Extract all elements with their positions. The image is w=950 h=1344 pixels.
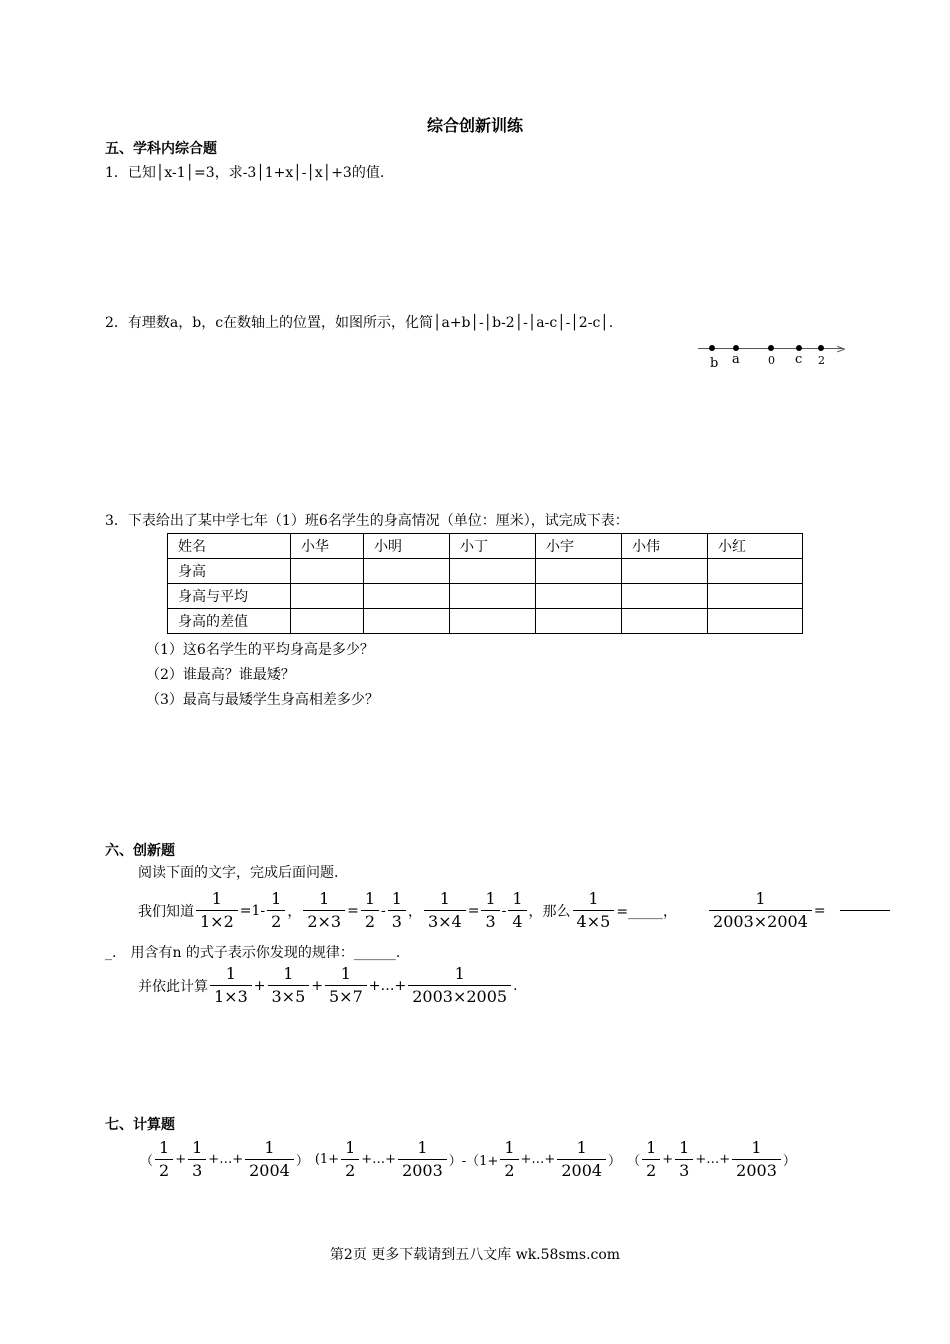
fraction: $\frac{1}{2003}$ bbox=[398, 1137, 447, 1182]
table-cell[interactable] bbox=[364, 559, 450, 584]
fraction: $\frac{1}{2\times 3}$ bbox=[303, 888, 345, 933]
point-0 bbox=[768, 345, 774, 351]
table-row-label: 身高与平均 bbox=[168, 584, 291, 609]
sub-question-1: （1）这6名学生的平均身高是多少？ bbox=[146, 642, 374, 658]
calc-expression: （ $\frac{1}{2}$ + $\frac{1}{3}$ +…+ $\frac{1}{2004}$ ） (1+ $\frac{1}{2}$ +…+ $\frac{1}{2003}$ ）-（1+ $\frac{1}{2}$ +…+ $\frac{1}{2004}$ ） （ $\frac{1}{2}$ + $\frac{1}{3}$ +…+ $\frac{1}{2003}$ ） bbox=[140, 1138, 796, 1180]
fraction: $\frac{1}{2}$ bbox=[500, 1137, 518, 1182]
label-b: b bbox=[710, 356, 719, 371]
table-row bbox=[168, 559, 803, 584]
table-row-label: 身高 bbox=[168, 559, 291, 584]
page-footer: 第2页 更多下载请到五八文库 wk.58sms.com bbox=[329, 1247, 621, 1263]
question-1: 1．已知│x-1│=3，求-3│1+x│-│x│+3的值. bbox=[105, 165, 385, 181]
table-cell[interactable] bbox=[536, 559, 622, 584]
table-cell[interactable] bbox=[536, 609, 622, 634]
page-title: 综合创新训练 bbox=[426, 116, 523, 135]
sub-question-3: （3）最高与最矮学生身高相差多少？ bbox=[146, 692, 379, 708]
fraction: $\frac{1}{2003}$ bbox=[732, 1137, 781, 1182]
point-c bbox=[796, 345, 802, 351]
section-7-heading: 七、计算题 bbox=[105, 1117, 175, 1133]
table-cell[interactable] bbox=[708, 584, 803, 609]
fraction: $\frac{1}{2}$ bbox=[267, 888, 285, 933]
table-cell[interactable] bbox=[622, 559, 708, 584]
table-row-label: 身高的差值 bbox=[168, 609, 291, 634]
fraction: $\frac{1}{1\times 2}$ bbox=[196, 888, 238, 933]
table-cell[interactable] bbox=[536, 584, 622, 609]
fraction: $\frac{1}{2}$ bbox=[341, 1137, 359, 1182]
pattern-line: 我们知道 $\frac{1}{1\times 2}$ =1- $\frac{1}{2}$ ， $\frac{1}{2\times 3}$ = $\frac{1}{2}$ - $\frac{1}{3}$ ， $\frac{1}{3\times 4}$ = $\frac{1}{3}$ - $\frac{1}{4}$ ， 那么 $\frac{1}{4\times 5}$ =_____， $\frac{1}{2003\times 2004}$ = bbox=[138, 888, 890, 933]
point-2 bbox=[818, 345, 824, 351]
question-3: 3．下表给出了某中学七年（1）班6名学生的身高情况（单位：厘米），试完成下表： bbox=[105, 513, 629, 529]
table-cell[interactable] bbox=[291, 584, 364, 609]
fraction: $\frac{1}{3}$ bbox=[388, 888, 406, 933]
section-6-intro: 阅读下面的文字，完成后面问题. bbox=[138, 865, 339, 881]
table-row bbox=[168, 584, 803, 609]
fraction: $\frac{1}{5\times 7}$ bbox=[325, 963, 367, 1008]
fraction: $\frac{1}{2003\times 2004}$ bbox=[709, 888, 812, 933]
table-cell[interactable] bbox=[450, 559, 536, 584]
calc-line: 并依此计算 $\frac{1}{1\times 3}$ + $\frac{1}{3\times 5}$ + $\frac{1}{5\times 7}$ +…+ $\frac{1}{2003\times 2005}$ . bbox=[138, 964, 518, 1006]
section-5-heading: 五、学科内综合题 bbox=[105, 141, 217, 157]
point-a bbox=[733, 345, 739, 351]
table-cell[interactable] bbox=[291, 559, 364, 584]
number-line-figure bbox=[698, 337, 848, 377]
table-header-cell: 姓名 bbox=[168, 534, 291, 559]
table-cell[interactable] bbox=[622, 609, 708, 634]
fraction: $\frac{1}{2003\times 2005}$ bbox=[408, 963, 511, 1008]
table-cell[interactable] bbox=[364, 584, 450, 609]
label-0: 0 bbox=[768, 354, 775, 367]
table-cell[interactable] bbox=[622, 584, 708, 609]
label-a: a bbox=[732, 352, 740, 367]
label-2: 2 bbox=[818, 354, 825, 367]
table-cell[interactable] bbox=[708, 559, 803, 584]
table-cell[interactable] bbox=[291, 609, 364, 634]
table-cell[interactable] bbox=[364, 609, 450, 634]
fraction: $\frac{1}{3}$ bbox=[675, 1137, 693, 1182]
fraction: $\frac{1}{3\times 4}$ bbox=[424, 888, 466, 933]
table-header-cell: 小宇 bbox=[536, 534, 622, 559]
fraction: $\frac{1}{2}$ bbox=[642, 1137, 660, 1182]
answer-blank[interactable] bbox=[840, 910, 890, 911]
fraction: $\frac{1}{2004}$ bbox=[245, 1137, 294, 1182]
fraction: $\frac{1}{1\times 3}$ bbox=[210, 963, 252, 1008]
fraction: $\frac{1}{3}$ bbox=[188, 1137, 206, 1182]
table-cell[interactable] bbox=[708, 609, 803, 634]
table-header-cell: 小红 bbox=[708, 534, 803, 559]
fraction: $\frac{1}{3}$ bbox=[481, 888, 499, 933]
table-header-cell: 小明 bbox=[364, 534, 450, 559]
fraction: $\frac{1}{4\times 5}$ bbox=[573, 888, 615, 933]
section-6-heading: 六、创新题 bbox=[105, 843, 175, 859]
fraction: $\frac{1}{2}$ bbox=[361, 888, 379, 933]
table-row bbox=[168, 609, 803, 634]
then-text: 那么 bbox=[542, 903, 571, 920]
sub-question-2: （2）谁最高？谁最矮？ bbox=[146, 667, 295, 683]
fraction: $\frac{1}{3\times 5}$ bbox=[268, 963, 310, 1008]
we-know-text: 我们知道 bbox=[138, 903, 194, 920]
answer-blank[interactable]: =_____， bbox=[616, 903, 678, 920]
table-header-cell: 小华 bbox=[291, 534, 364, 559]
arrow-right-icon: > bbox=[836, 342, 847, 356]
height-table bbox=[167, 533, 803, 634]
label-c: c bbox=[795, 352, 803, 367]
rule-line: _. 用含有n 的式子表示你发现的规律：______. bbox=[105, 945, 401, 961]
fraction: $\frac{1}{2004}$ bbox=[557, 1137, 606, 1182]
table-cell[interactable] bbox=[450, 609, 536, 634]
table-header-cell: 小伟 bbox=[622, 534, 708, 559]
point-b bbox=[709, 345, 715, 351]
table-header-cell: 小丁 bbox=[450, 534, 536, 559]
table-row bbox=[168, 534, 803, 559]
table-cell[interactable] bbox=[450, 584, 536, 609]
fraction: $\frac{1}{2}$ bbox=[155, 1137, 173, 1182]
question-2: 2．有理数a，b，c在数轴上的位置，如图所示，化简│a+b│-│b-2│-│a-c│-│2-c│. bbox=[105, 315, 614, 331]
fraction: $\frac{1}{4}$ bbox=[508, 888, 526, 933]
